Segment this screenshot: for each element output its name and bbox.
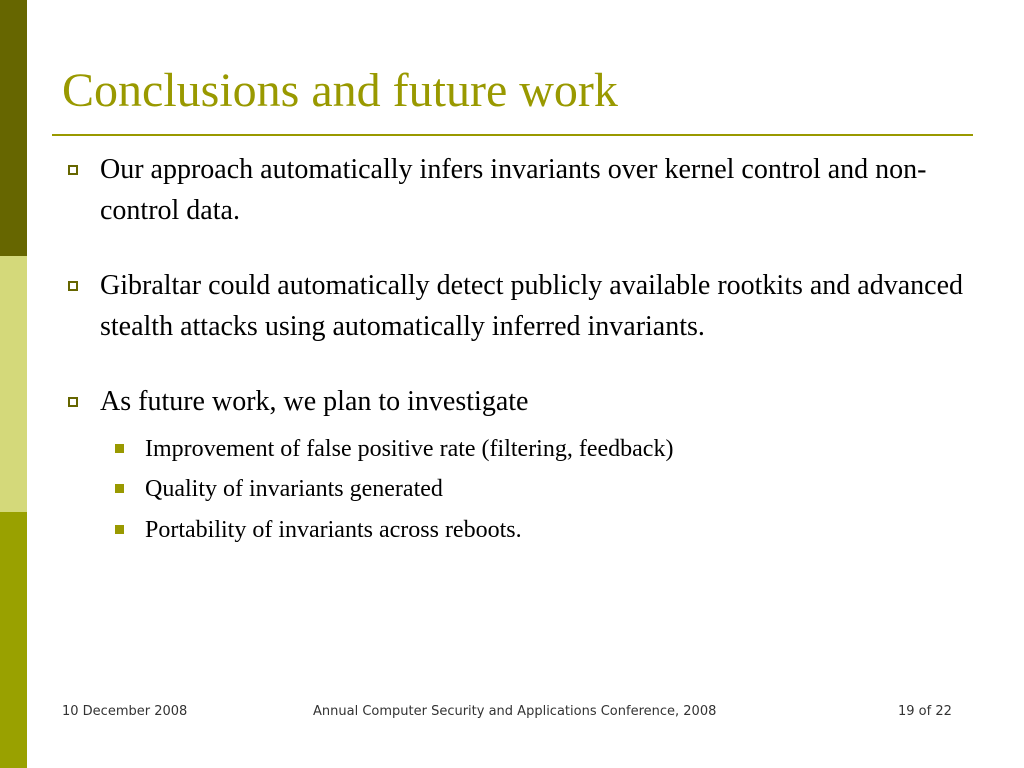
bullet-item	[62, 150, 972, 231]
footer-date: 10 December 2008	[62, 704, 188, 719]
bullet-list	[62, 150, 972, 550]
filled-square-bullet-icon	[115, 484, 124, 493]
hollow-square-bullet-icon	[68, 165, 78, 175]
bullet-text: As future work, we plan to investigate	[100, 386, 529, 417]
footer-conference: Annual Computer Security and Applications Conference, 2008	[313, 704, 717, 719]
bullet-item	[62, 266, 972, 347]
sub-bullet-text: Improvement of false positive rate (filtering, feedback)	[145, 435, 674, 462]
hollow-square-bullet-icon	[68, 397, 78, 407]
sub-bullet-item	[62, 429, 972, 470]
sub-bullet-text: Portability of invariants across reboots.	[145, 516, 522, 543]
sub-bullet-item	[62, 510, 972, 551]
title-divider	[52, 134, 973, 136]
footer-page-number: 19 of 22	[898, 704, 952, 719]
bullet-item	[62, 382, 972, 423]
hollow-square-bullet-icon	[68, 281, 78, 291]
sub-bullet-text: Quality of invariants generated	[145, 476, 443, 502]
bullet-text: Our approach automatically infers invariants over kernel control and non-control data.	[100, 154, 927, 226]
sub-bullet-item	[62, 469, 972, 510]
sub-bullet-list	[62, 429, 972, 551]
side-bar-bottom	[0, 512, 27, 768]
side-bar-middle	[0, 256, 27, 512]
filled-square-bullet-icon	[115, 525, 124, 534]
filled-square-bullet-icon	[115, 444, 124, 453]
bullet-text: Gibraltar could automatically detect publicly available rootkits and advanced stealth attacks using automatically inferred invariants.	[100, 270, 964, 342]
slide-title: Conclusions and future work	[62, 64, 618, 117]
side-bar-top	[0, 0, 27, 256]
